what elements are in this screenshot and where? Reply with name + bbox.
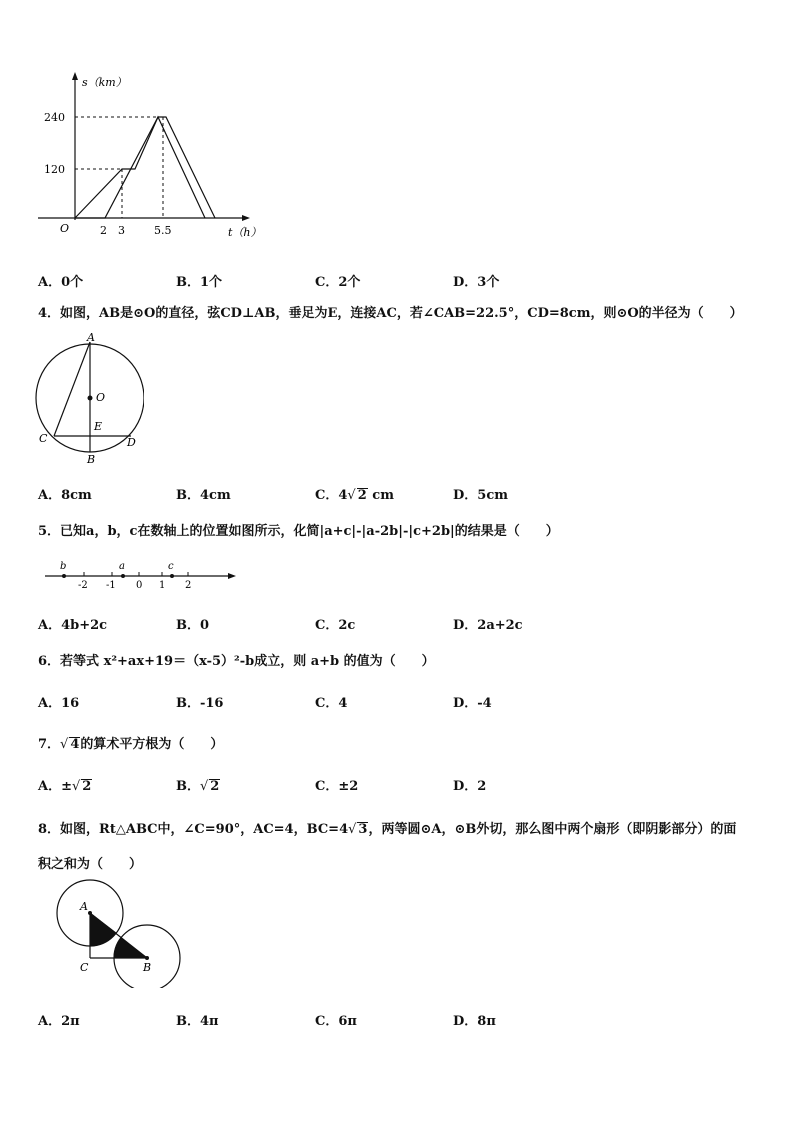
origin-label: O bbox=[60, 222, 70, 235]
q4-stem: 4．如图，AB是⊙O的直径，弦CD⊥AB，垂足为E，连接AC，若∠CAB=22.5°，CD=8cm，则⊙O的半径为（ ） bbox=[38, 306, 743, 321]
x-tick-3: 3 bbox=[118, 224, 125, 237]
q4-option-d[interactable]: D．5cm bbox=[453, 488, 508, 503]
q3-option-d[interactable]: D．3个 bbox=[453, 275, 500, 290]
label-o: O bbox=[96, 391, 106, 404]
q7-option-d[interactable]: D．2 bbox=[453, 779, 487, 794]
q6-option-d[interactable]: D．-4 bbox=[453, 696, 492, 711]
q4-option-c-prefix: C．4 bbox=[315, 488, 348, 503]
sector-a bbox=[90, 913, 116, 946]
q7-stem-radicand: 4 bbox=[70, 737, 80, 752]
label-d: D bbox=[127, 436, 136, 449]
q6-option-c[interactable]: C．4 bbox=[315, 696, 348, 711]
q4-option-b[interactable]: B．4cm bbox=[176, 488, 231, 503]
q8-option-c[interactable]: C．6π bbox=[315, 1014, 357, 1029]
q8-option-a[interactable]: A．2π bbox=[38, 1014, 80, 1029]
tick-neg2: -2 bbox=[78, 580, 88, 591]
point-label-a: a bbox=[119, 561, 125, 572]
q3-option-c[interactable]: C．2个 bbox=[315, 275, 361, 290]
q8-option-d[interactable]: D．8π bbox=[453, 1014, 496, 1029]
label-a: A bbox=[87, 331, 95, 344]
tick-1: 1 bbox=[159, 580, 166, 591]
q7-option-a-prefix: A．± bbox=[38, 779, 72, 794]
y-axis-label: s（km） bbox=[82, 76, 127, 89]
q3-option-a[interactable]: A．0个 bbox=[38, 275, 84, 290]
label-c: C bbox=[80, 961, 89, 974]
q5-option-a[interactable]: A．4b+2c bbox=[38, 618, 108, 633]
label-b: B bbox=[143, 961, 152, 974]
y-tick-240: 240 bbox=[44, 111, 65, 124]
tick-2: 2 bbox=[185, 580, 192, 591]
x-tick-5.5: 5.5 bbox=[154, 224, 172, 237]
q7-stem: 7．√ 4的算术平方根为（ ） bbox=[38, 737, 224, 752]
x-tick-2: 2 bbox=[100, 224, 107, 237]
q7-option-a[interactable]: A．±√ 2 bbox=[38, 779, 92, 794]
tick-neg1: -1 bbox=[106, 580, 116, 591]
q4-option-a[interactable]: A．8cm bbox=[38, 488, 92, 503]
q3-option-b[interactable]: B．1个 bbox=[176, 275, 223, 290]
q7-stem-num: 7． bbox=[38, 737, 61, 752]
graph-line-2 bbox=[75, 117, 215, 218]
label-a: A bbox=[80, 900, 88, 913]
q6-option-a[interactable]: A．16 bbox=[38, 696, 80, 711]
q4-option-c[interactable]: C．4√ 2 cm bbox=[315, 488, 394, 503]
q5-option-b[interactable]: B．0 bbox=[176, 618, 210, 633]
q7-option-b-radicand: 2 bbox=[210, 779, 220, 794]
q8-tangent-circles-figure bbox=[50, 878, 190, 988]
q8-option-b[interactable]: B．4π bbox=[176, 1014, 219, 1029]
y-tick-120: 120 bbox=[44, 163, 65, 176]
q8-stem-line1: 8．如图，Rt△ABC中，∠C=90°，AC=4，BC=4√ 3，两等圆⊙A，⊙B外切，那么图中两个扇形（即阴影部分）的面 bbox=[38, 822, 737, 837]
point-label-b: b bbox=[60, 561, 67, 572]
q7-option-a-radicand: 2 bbox=[82, 779, 92, 794]
q5-option-c[interactable]: C．2c bbox=[315, 618, 356, 633]
q8-stem-part-a: 8．如图，Rt△ABC中，∠C=90°，AC=4，BC=4 bbox=[38, 822, 349, 837]
label-e: E bbox=[94, 420, 103, 433]
q7-stem-rest: 的算术平方根为（ ） bbox=[80, 737, 224, 752]
q7-option-c[interactable]: C．±2 bbox=[315, 779, 359, 794]
distance-time-graph bbox=[30, 70, 280, 245]
sector-b bbox=[114, 938, 147, 958]
label-b: B bbox=[87, 453, 96, 466]
q4-circle-figure bbox=[34, 330, 144, 466]
q5-stem: 5．已知a，b，c在数轴上的位置如图所示，化简|a+c|-|a-2b|-|c+2b|的结果是（ ） bbox=[38, 524, 559, 539]
q7-option-b-prefix: B． bbox=[176, 779, 200, 794]
label-c: C bbox=[39, 432, 48, 445]
q5-option-d[interactable]: D．2a+2c bbox=[453, 618, 523, 633]
q7-option-b[interactable]: B．√ 2 bbox=[176, 779, 220, 794]
q6-option-b[interactable]: B．-16 bbox=[176, 696, 224, 711]
q6-stem: 6．若等式 x²+ax+19＝（x-5）²-b成立，则 a+b 的值为（ ） bbox=[38, 654, 435, 669]
q5-number-line bbox=[40, 558, 240, 594]
q8-stem-part-b: ，两等圆⊙A，⊙B外切，那么图中两个扇形（即阴影部分）的面 bbox=[368, 822, 737, 837]
x-axis-label: t（h） bbox=[228, 226, 262, 239]
q8-stem-line2: 积之和为（ ） bbox=[38, 857, 143, 872]
tick-0: 0 bbox=[136, 580, 143, 591]
q4-option-c-unit: cm bbox=[372, 488, 394, 503]
point-label-c: c bbox=[168, 561, 174, 572]
q4-option-c-radicand: 2 bbox=[357, 488, 367, 503]
graph-line-1 bbox=[75, 117, 205, 218]
q8-stem-radicand: 3 bbox=[358, 822, 368, 837]
